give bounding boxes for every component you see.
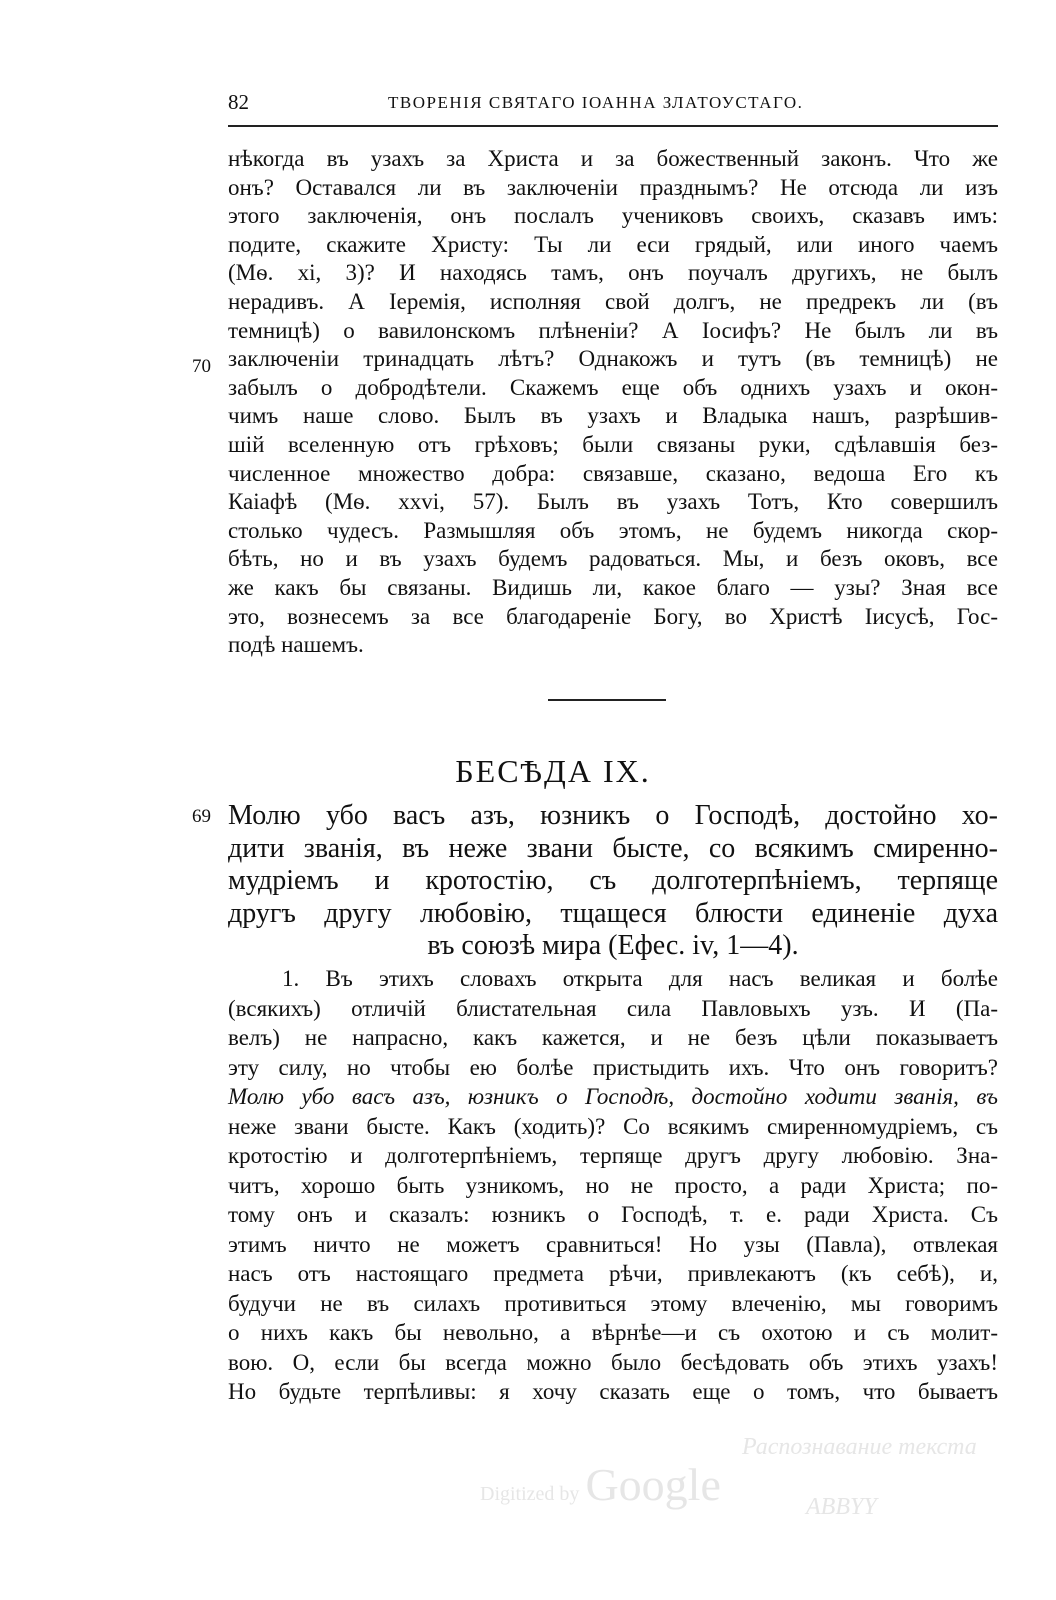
header-rule — [228, 125, 998, 127]
text-line: шій вселенную отъ грѣховъ; были связаны руки, сдѣлавшія без- — [228, 431, 998, 457]
ocr-watermark-line1: Распознавание текста — [742, 1434, 977, 1460]
text-line: Но будьте терпѣливы: я хочу сказать еще о томъ, что бываетъ — [228, 1379, 998, 1404]
google-logo: Google — [585, 1459, 721, 1510]
epigraph — [228, 800, 998, 963]
text-line: этого заключенія, онъ послалъ учениковъ своихъ, сказавъ имъ: — [228, 203, 998, 229]
epigraph-line: въ союзѣ мира (Ефес. iv, 1—4). — [427, 930, 799, 961]
text-line: (всякихъ) отличій блистательная сила Павловыхъ узъ. И (Па- — [228, 995, 998, 1021]
text-line: о нихъ какъ бы невольно, а вѣрнѣе—и съ охотою и съ молит- — [228, 1320, 998, 1345]
text-line: же какъ бы связаны. Видишь ли, какое благо — узы? Зная все — [228, 574, 998, 600]
ocr-watermark-line2: АВВYY — [806, 1494, 877, 1520]
text-line: Каіафѣ (Мѳ. xxvi, 57). Былъ въ узахъ Тотъ, Кто совершилъ — [228, 489, 998, 515]
text-line: будучи не въ силахъ противиться этому влеченію, мы говоримъ — [228, 1290, 998, 1316]
text-line: (Мѳ. xi, 3)? И находясь тамъ, онъ поучалъ другихъ, не былъ — [228, 260, 998, 286]
text-line: нѣкогда въ узахъ за Христа и за божественный законъ. Что же — [228, 146, 998, 171]
text-line: подѣ нашемъ. — [228, 632, 364, 658]
text-line: нерадивъ. А Іеремія, исполняя свой долгъ, не предрекъ ли (въ — [228, 288, 998, 314]
text-line: велъ) не напрасно, какъ кажется, и не безъ цѣли показываетъ — [228, 1025, 998, 1050]
digitized-watermark — [480, 1458, 721, 1511]
text-line: бѣть, но и въ узахъ будемъ радоваться. Мы, и безъ оковъ, все — [228, 546, 998, 572]
body-paragraph — [228, 964, 998, 1407]
text-line: насъ отъ настоящаго предмета рѣчи, привлекаютъ (къ себѣ), и, — [228, 1261, 998, 1286]
text-line: тому онъ и сказалъ: юзникъ о Господѣ, т. е. ради Христа. Съ — [228, 1202, 998, 1227]
text-line: кротостію и долготерпѣніемъ, терпяще другъ другу любовію. Зна- — [228, 1143, 998, 1168]
text-line: Молю убо васъ азъ, юзникъ о Господѣ, достойно ходити званія, въ — [228, 1084, 998, 1109]
section-separator — [548, 699, 666, 701]
text-line: столько чудесъ. Размышляя объ этомъ, не будемъ никогда скор- — [228, 517, 998, 543]
section-heading: БЕСѢДА IX. — [455, 753, 651, 789]
text-line: подите, скажите Христу: Ты ли еси грядый, или иного чаемъ — [228, 231, 998, 257]
text-line: этимъ ничто не можетъ сравниться! Но узы (Павла), отвлекая — [228, 1231, 998, 1257]
text-line: 1. Въ этихъ словахъ открыта для насъ великая и болѣе — [282, 966, 998, 991]
top-paragraph — [228, 145, 998, 660]
running-title: ТВОРЕНІЯ СВЯТАГО ІОАННА ЗЛАТОУСТАГО. — [388, 93, 804, 112]
margin-number-69: 69 — [192, 806, 211, 827]
text-line: это, вознесемъ за все благодареніе Богу, во Христѣ Іисусѣ, Гос- — [228, 603, 998, 629]
text-line: численное множество добра: связавше, сказано, ведоша Его къ — [228, 460, 998, 486]
text-line: забылъ о добродѣтели. Скажемъ еще объ однихъ узахъ и окон- — [228, 374, 998, 400]
running-header — [228, 90, 998, 116]
digitized-label: Digitized by — [480, 1483, 580, 1505]
epigraph-line: Молю убо васъ азъ, юзникъ о Господѣ, достойно хо- — [228, 800, 998, 831]
epigraph-line: другъ другу любовію, тщащеся блюсти единеніе духа — [228, 897, 998, 929]
epigraph-line: дити званія, въ неже звани бысте, со всякимъ смиренно- — [228, 832, 998, 864]
epigraph-line: мудріемъ и кротостію, съ долготерпѣніемъ, терпяще — [228, 865, 998, 896]
text-line: вою. О, если бы всегда можно было бесѣдовать объ этихъ узахъ! — [228, 1349, 998, 1375]
margin-number-70: 70 — [192, 356, 211, 377]
text-line: чимъ наше слово. Былъ въ узахъ и Владыка нашъ, разрѣшив- — [228, 403, 998, 429]
text-line: онъ? Оставался ли въ заключеніи празднымъ? Не отсюда ли изъ — [228, 174, 998, 200]
text-line: эту силу, но чтобы ею болѣе пристыдить ихъ. Что онъ говоритъ? — [228, 1054, 998, 1080]
page-number: 82 — [228, 90, 249, 114]
text-line: темницѣ) о вавилонскомъ плѣненіи? А Іосифъ? Не былъ ли въ — [228, 317, 998, 343]
text-line: заключеніи тринадцать лѣтъ? Однакожъ и тутъ (въ темницѣ) не — [228, 346, 998, 372]
text-line: неже звани бысте. Какъ (ходить)? Со всякимъ смиренномудріемъ, съ — [228, 1113, 998, 1139]
text-line: читъ, хорошо быть узникомъ, но не просто, а ради Христа; по- — [228, 1172, 998, 1198]
